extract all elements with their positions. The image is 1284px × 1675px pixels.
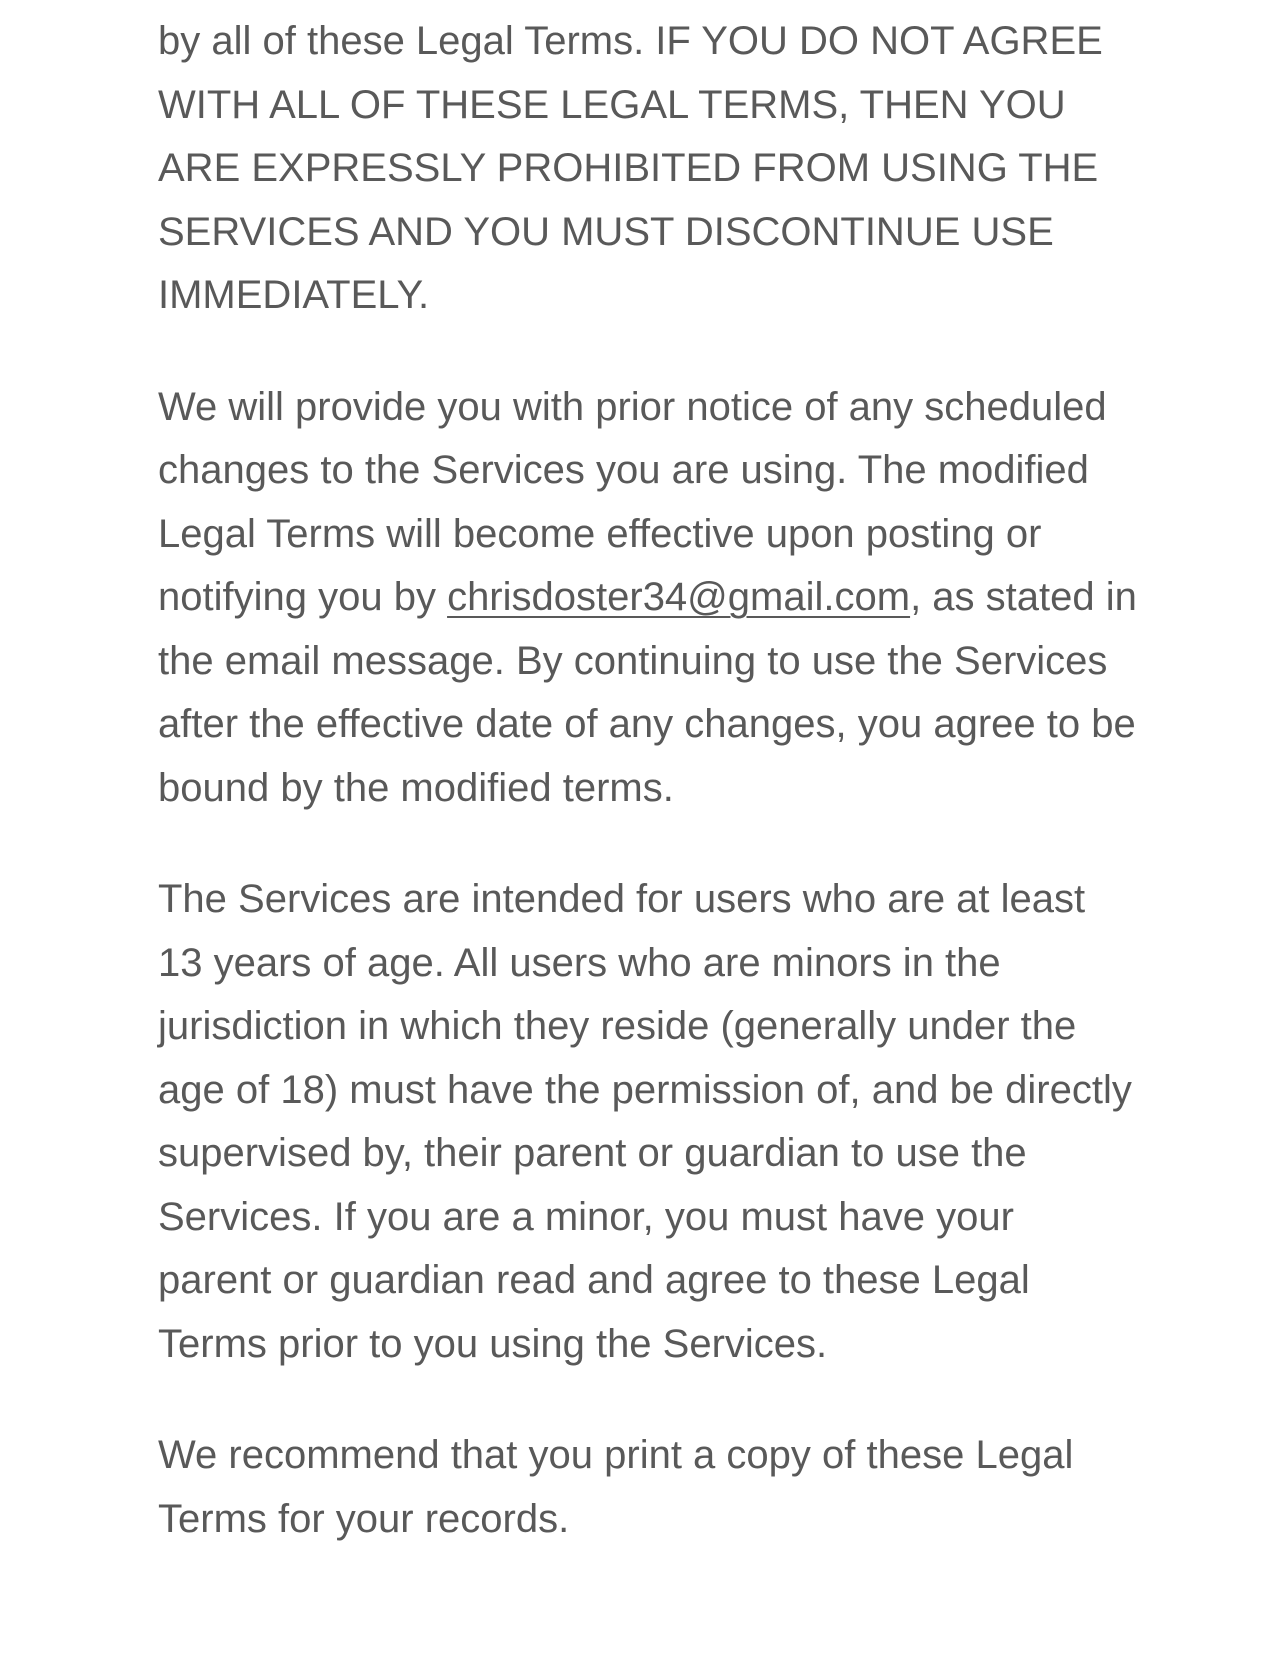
legal-terms-content: [158, 10, 1138, 1599]
legal-terms-paragraph-agreement: by all of these Legal Terms. IF YOU DO NOT AGREE WITH ALL OF THESE LEGAL TERMS, THEN YOU ARE EXPRESSLY PROHIBITED FROM USING THE SERVICES AND YOU MUST DISCONTINUE USE IMMEDIATELY.: [158, 19, 1103, 317]
legal-terms-paragraph-changes: [158, 376, 1138, 821]
changes-text-before-link: We will provide you with prior notice of any scheduled changes to the Services you are using. The modified Legal Terms will become effective upon posting or notifying you by: [158, 384, 1107, 619]
legal-terms-paragraph-age: The Services are intended for users who are at least 13 years of age. All users who are minors in the jurisdiction in which they reside (generally under the age of 18) must have the permission of, and be directly supervised by, their parent or guardian to use the Services. If you are a minor, you must have your parent or guardian read and agree to these Legal Terms prior to you using the Services.: [158, 877, 1132, 1366]
changes-text-after-link: , as stated in the email message. By continuing to use the Services after the effective date of any changes, you agree to be bound by the modified terms.: [158, 575, 1137, 810]
contact-email-link[interactable]: chrisdoster34@gmail.com: [447, 575, 911, 619]
legal-terms-paragraph-print: We recommend that you print a copy of these Legal Terms for your records.: [158, 1433, 1074, 1541]
